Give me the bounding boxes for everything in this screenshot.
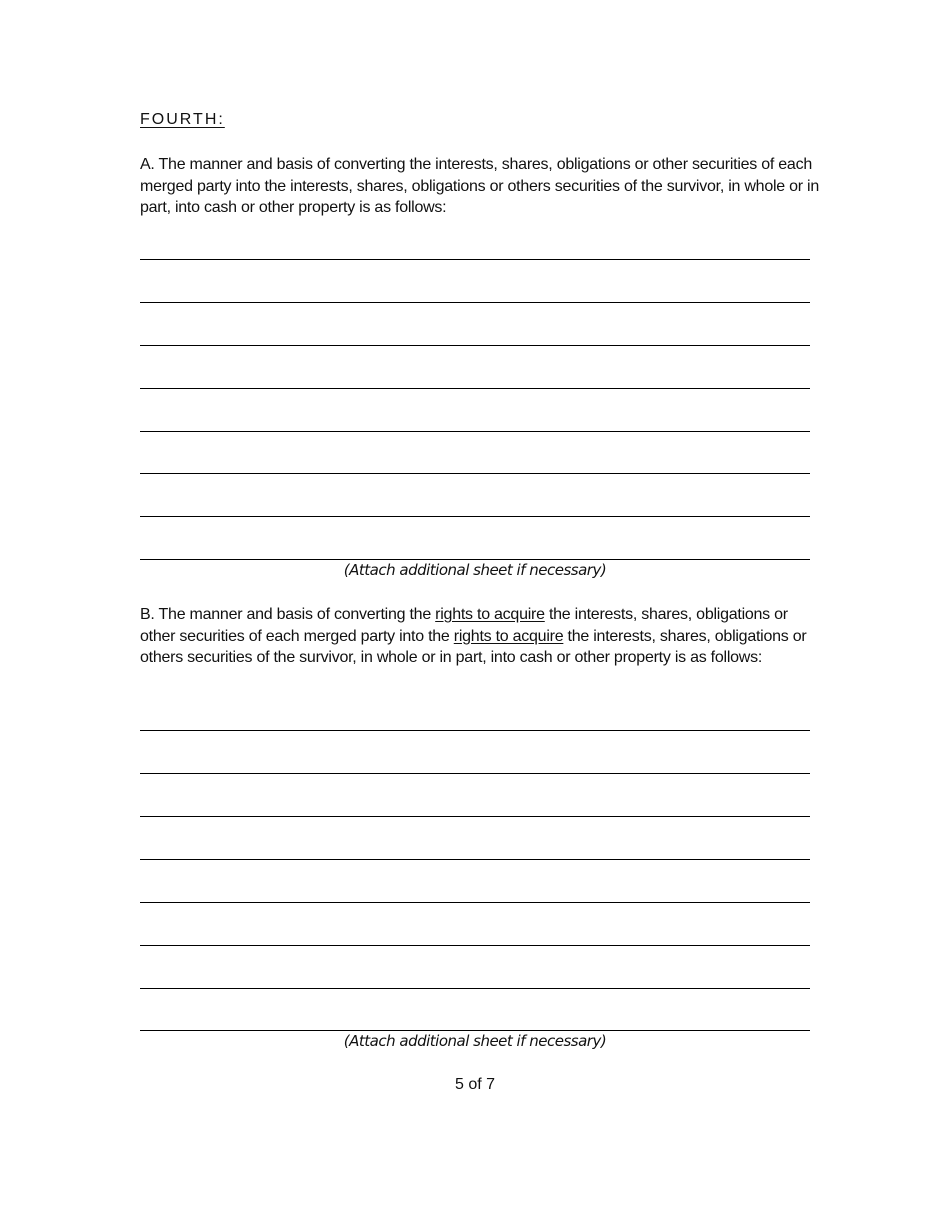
answer-line[interactable] bbox=[140, 431, 810, 432]
answer-line[interactable] bbox=[140, 773, 810, 774]
answer-line[interactable] bbox=[140, 816, 810, 817]
answer-line[interactable] bbox=[140, 473, 810, 474]
answer-line[interactable] bbox=[140, 259, 810, 260]
answer-line[interactable] bbox=[140, 516, 810, 517]
answer-line[interactable] bbox=[140, 988, 810, 989]
section-heading: FOURTH: bbox=[140, 111, 225, 128]
rights-to-acquire-underlined: rights to acquire bbox=[453, 627, 564, 645]
part-b-text-2: the interests, shares, obligations or other securities of each merged party into the bbox=[140, 606, 788, 645]
answer-line[interactable] bbox=[140, 302, 810, 303]
answer-line[interactable] bbox=[140, 388, 810, 389]
answer-line[interactable] bbox=[140, 902, 810, 903]
part-b-paragraph bbox=[140, 604, 820, 669]
part-b-text-1: B. The manner and basis of converting the bbox=[140, 606, 436, 623]
part-b-attach-note: (Attach additional sheet if necessary) bbox=[343, 1032, 607, 1050]
answer-line[interactable] bbox=[140, 945, 810, 946]
part-a-attach-note: (Attach additional sheet if necessary) bbox=[343, 561, 607, 579]
page-number: 5 of 7 bbox=[454, 1076, 496, 1093]
answer-line[interactable] bbox=[140, 559, 810, 560]
answer-line[interactable] bbox=[140, 1030, 810, 1031]
answer-line[interactable] bbox=[140, 345, 810, 346]
answer-line[interactable] bbox=[140, 859, 810, 860]
answer-line[interactable] bbox=[140, 730, 810, 731]
part-b-text-3: the interests, shares, obligations or others securities of the survivor, in whole or in part, into cash or other property is as follows: bbox=[140, 627, 807, 666]
rights-to-acquire-underlined: rights to acquire bbox=[435, 606, 545, 623]
part-a-paragraph: A. The manner and basis of converting the interests, shares, obligations or other securities of each merged party into the interests, shares, obligations or others securities of the survivor, in whole or in part, into cash or other property is as follows: bbox=[140, 156, 819, 216]
